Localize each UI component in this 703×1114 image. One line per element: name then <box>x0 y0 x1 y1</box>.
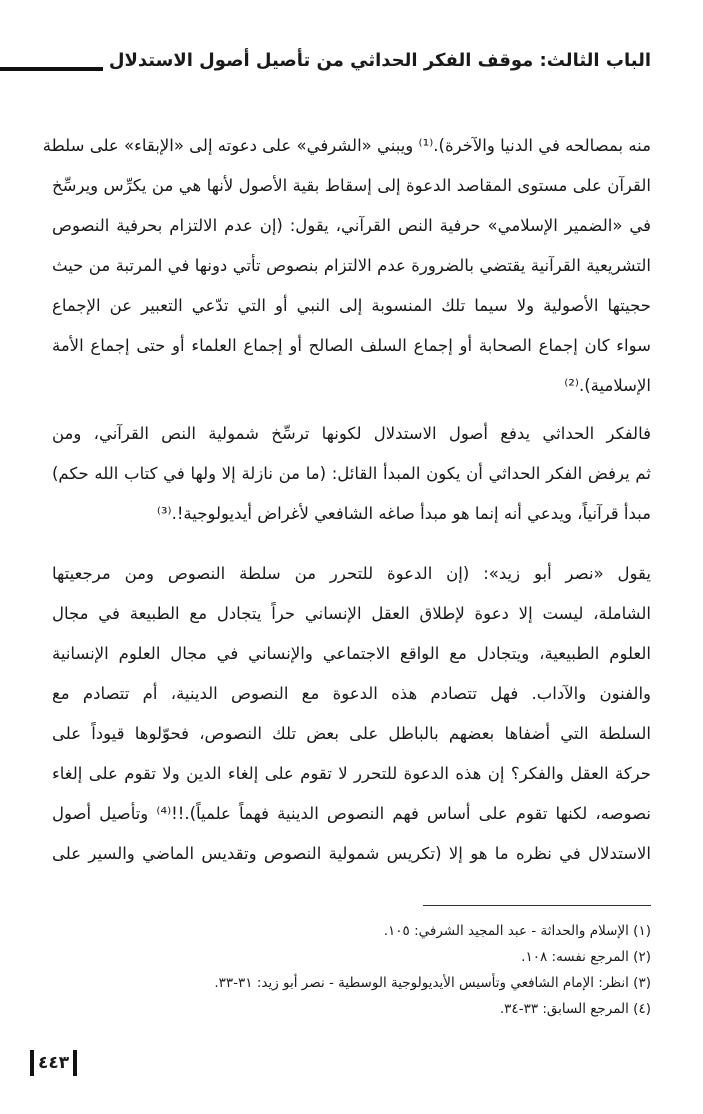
footnote: (٣) انظر: الإمام الشافعي وتأسيس الأيديولوجية الوسطية - نصر أبو زيد: ٣١-٣٣. <box>214 975 651 991</box>
text-line: السلطة التي أضفاها بعضهم بالباطل على بعض تلك النصوص، فحوّلوها قيوداً على <box>52 724 651 743</box>
footnote: (١) الإسلام والحداثة - عبد المجيد الشرفي: ١٠٥. <box>383 923 651 939</box>
text-line: نصوصه، لكنها تقوم على أساس فهم النصوص الدينية فهماً علمياً).!!⁽⁴⁾ وتأصيل أصول <box>52 804 651 823</box>
text-line: الإسلامية).⁽²⁾ <box>564 376 651 395</box>
text-line: يقول «نصر أبو زيد»: (إن الدعوة للتحرر من سلطة النصوص ومن مرجعيتها <box>52 564 651 583</box>
text-line: القرآن على مستوى المقاصد الدعوة إلى إسقاط بقية الأصول لأنها هي من يكرِّس ويرسِّخ <box>52 176 651 195</box>
text-line: سواء كان إجماع الصحابة أو إجماع السلف الصالح أو إجماع العلماء أو حتى إجماع الأمة <box>52 336 651 355</box>
text-line: منه بمصالحه في الدنيا والآخرة).⁽¹⁾ ويبني «الشرفي» على دعوته إلى «الإبقاء» على سلطة <box>42 136 651 155</box>
text-line: فالفكر الحداثي يدفع أصول الاستدلال لكونها ترسِّخ شمولية النص القرآني، ومن <box>52 424 651 443</box>
footnotes <box>52 918 651 1022</box>
chapter-title: الباب الثالث: موقف الفكر الحداثي من تأصيل أصول الاستدلال <box>108 50 651 71</box>
footnote-separator <box>423 905 651 906</box>
paragraph-1 <box>42 126 651 406</box>
header-rule <box>0 67 103 71</box>
text-line: في «الضمير الإسلامي» حرفية النص القرآني، يقول: (إن عدم الالتزام بحرفية النصوص <box>52 216 651 235</box>
text-line: حركة العقل والفكر؟ إن هذه الدعوة للتحرر لا تقوم على إلغاء الدين ولا تقوم على إلغاء <box>52 764 651 783</box>
text-line: التشريعية القرآنية يقتضي بالضرورة عدم الالتزام بنصوص تأتي دونها في المرتبة من حيث <box>52 256 651 275</box>
text-line: حجيتها الأصولية ولا سيما تلك المنسوبة إلى النبي أو التي تدّعي التعبير عن الإجماع <box>52 296 651 315</box>
page-number: ٤٤٣ <box>30 1050 77 1076</box>
text-line: والفنون والآداب. فهل تتصادم هذه الدعوة مع النصوص الدينية، أم تتصادم مع <box>52 684 651 703</box>
paragraph-2 <box>52 414 651 534</box>
text-line: الشاملة، ليست إلا دعوة لإطلاق العقل الإنساني حراً يتجادل مع الطبيعة في مجال <box>52 604 651 623</box>
footnote: (٤) المرجع السابق: ٣٣-٣٤. <box>499 1001 651 1017</box>
running-header <box>52 40 651 80</box>
text-line: العلوم الطبيعية، ويتجادل مع الواقع الاجتماعي والإنساني في مجال العلوم الإنسانية <box>52 644 651 663</box>
text-line: ثم يرفض الفكر الحداثي أن يكون المبدأ القائل: (ما من نازلة إلا ولها في كتاب الله حكم) <box>52 464 651 483</box>
text-line: مبدأ قرآنياً، ويدعي أنه إنما هو مبدأ صاغه الشافعي لأغراض أيديولوجية!.⁽³⁾ <box>156 504 651 523</box>
footnote: (٢) المرجع نفسه: ١٠٨. <box>521 949 651 965</box>
text-line: الاستدلال في نظره ما هو إلا (تكريس شمولية النصوص وتقديس الماضي والسير على <box>52 844 651 863</box>
paragraph-3 <box>52 554 651 874</box>
